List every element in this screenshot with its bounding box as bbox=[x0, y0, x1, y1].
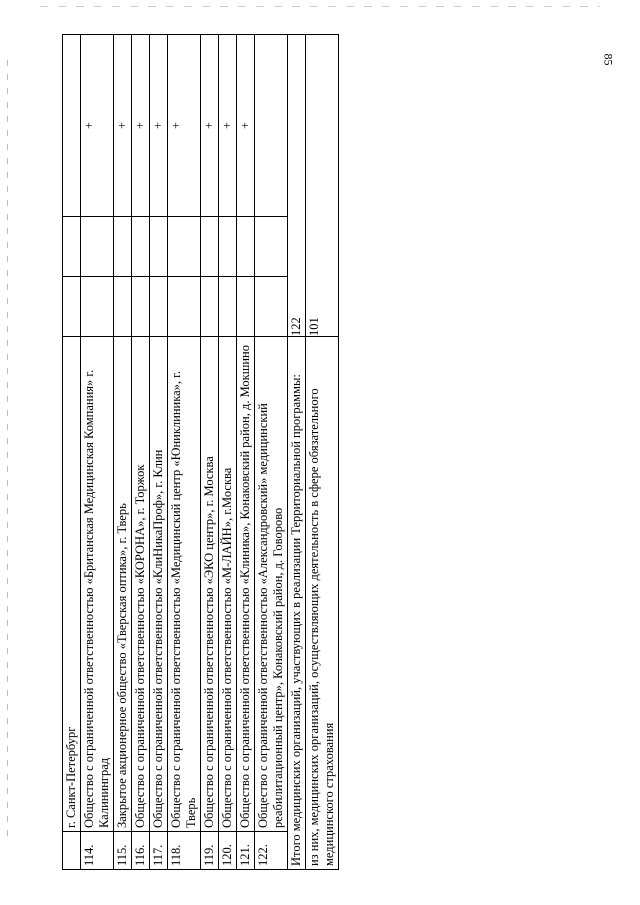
rotated-table-area bbox=[62, 35, 602, 870]
mark-cell bbox=[255, 35, 288, 217]
table-body bbox=[63, 35, 339, 870]
organization-name: г. Санкт-Петербург bbox=[63, 337, 81, 832]
row-number: 121. bbox=[237, 832, 255, 870]
table-row bbox=[201, 35, 219, 870]
organization-name: Общество с ограниченной ответственностью «Британская Медицинская Компания» г. Калининград bbox=[81, 337, 114, 832]
organization-name: Общество с ограниченной ответственностью «Александровский» медицинский реабилитационный центр», Конаковский район, д. Говорово bbox=[255, 337, 288, 832]
organization-name: Общество с ограниченной ответственностью «Медицинский центр «Юниклиника», г. Тверь bbox=[168, 337, 201, 832]
mark-cell: + bbox=[168, 35, 201, 217]
mark-cell bbox=[168, 217, 201, 277]
row-number: 118. bbox=[168, 832, 201, 870]
organizations-table bbox=[62, 34, 339, 870]
table-row bbox=[114, 35, 132, 870]
total-label: из них, медицинских организаций, осуществляющих деятельность в сфере обязательного медицинского страхования bbox=[306, 337, 339, 870]
organization-name: Закрытое акционерное общество «Тверская оптика», г. Тверь bbox=[114, 337, 132, 832]
mark-cell bbox=[219, 217, 237, 277]
table-row bbox=[132, 35, 150, 870]
table-row bbox=[219, 35, 237, 870]
mark-cell bbox=[237, 217, 255, 277]
scan-edge-top bbox=[40, 6, 600, 7]
row-number: 114. bbox=[81, 832, 114, 870]
mark-cell bbox=[150, 277, 168, 337]
mark-cell: + bbox=[81, 35, 114, 217]
total-row bbox=[306, 35, 339, 870]
mark-cell bbox=[255, 217, 288, 277]
page-number: 85 bbox=[601, 53, 616, 66]
mark-cell bbox=[63, 277, 81, 337]
mark-cell: + bbox=[150, 35, 168, 217]
table-row bbox=[168, 35, 201, 870]
row-number: 122. bbox=[255, 832, 288, 870]
mark-cell: + bbox=[114, 35, 132, 217]
table-row bbox=[255, 35, 288, 870]
mark-cell bbox=[168, 277, 201, 337]
mark-cell: + bbox=[237, 35, 255, 217]
table-row bbox=[81, 35, 114, 870]
mark-cell bbox=[63, 35, 81, 217]
mark-cell bbox=[114, 277, 132, 337]
row-number bbox=[63, 832, 81, 870]
total-row bbox=[288, 35, 306, 870]
row-number: 116. bbox=[132, 832, 150, 870]
table-row bbox=[237, 35, 255, 870]
mark-cell bbox=[219, 277, 237, 337]
table-row bbox=[150, 35, 168, 870]
mark-cell bbox=[150, 217, 168, 277]
mark-cell bbox=[132, 217, 150, 277]
organization-name: Общество с ограниченной ответственностью «КОРОНА», г. Торжок bbox=[132, 337, 150, 832]
organization-name: Общество с ограниченной ответственностью «М-ЛАЙН», г.Москва bbox=[219, 337, 237, 832]
mark-cell: + bbox=[219, 35, 237, 217]
mark-cell bbox=[81, 217, 114, 277]
mark-cell bbox=[114, 217, 132, 277]
row-number: 119. bbox=[201, 832, 219, 870]
organization-name: Общество с ограниченной ответственностью «ЭКО центр», г. Москва bbox=[201, 337, 219, 832]
mark-cell bbox=[237, 277, 255, 337]
mark-cell: + bbox=[201, 35, 219, 217]
total-value: 122 bbox=[288, 35, 306, 337]
mark-cell bbox=[63, 217, 81, 277]
mark-cell bbox=[201, 277, 219, 337]
scan-edge-left bbox=[7, 60, 8, 840]
total-value: 101 bbox=[306, 35, 339, 337]
row-number: 120. bbox=[219, 832, 237, 870]
table-row bbox=[63, 35, 81, 870]
organization-name: Общество с ограниченной ответственностью «КлиНикаПроф», г. Клин bbox=[150, 337, 168, 832]
mark-cell bbox=[201, 217, 219, 277]
mark-cell: + bbox=[132, 35, 150, 217]
row-number: 115. bbox=[114, 832, 132, 870]
mark-cell bbox=[255, 277, 288, 337]
row-number: 117. bbox=[150, 832, 168, 870]
mark-cell bbox=[132, 277, 150, 337]
total-label: Итого медицинских организаций, участвующих в реализации Территориальной программы: bbox=[288, 337, 306, 870]
organization-name: Общество с ограниченной ответственностью «Клиника», Конаковский район, д. Мокшино bbox=[237, 337, 255, 832]
mark-cell bbox=[81, 277, 114, 337]
